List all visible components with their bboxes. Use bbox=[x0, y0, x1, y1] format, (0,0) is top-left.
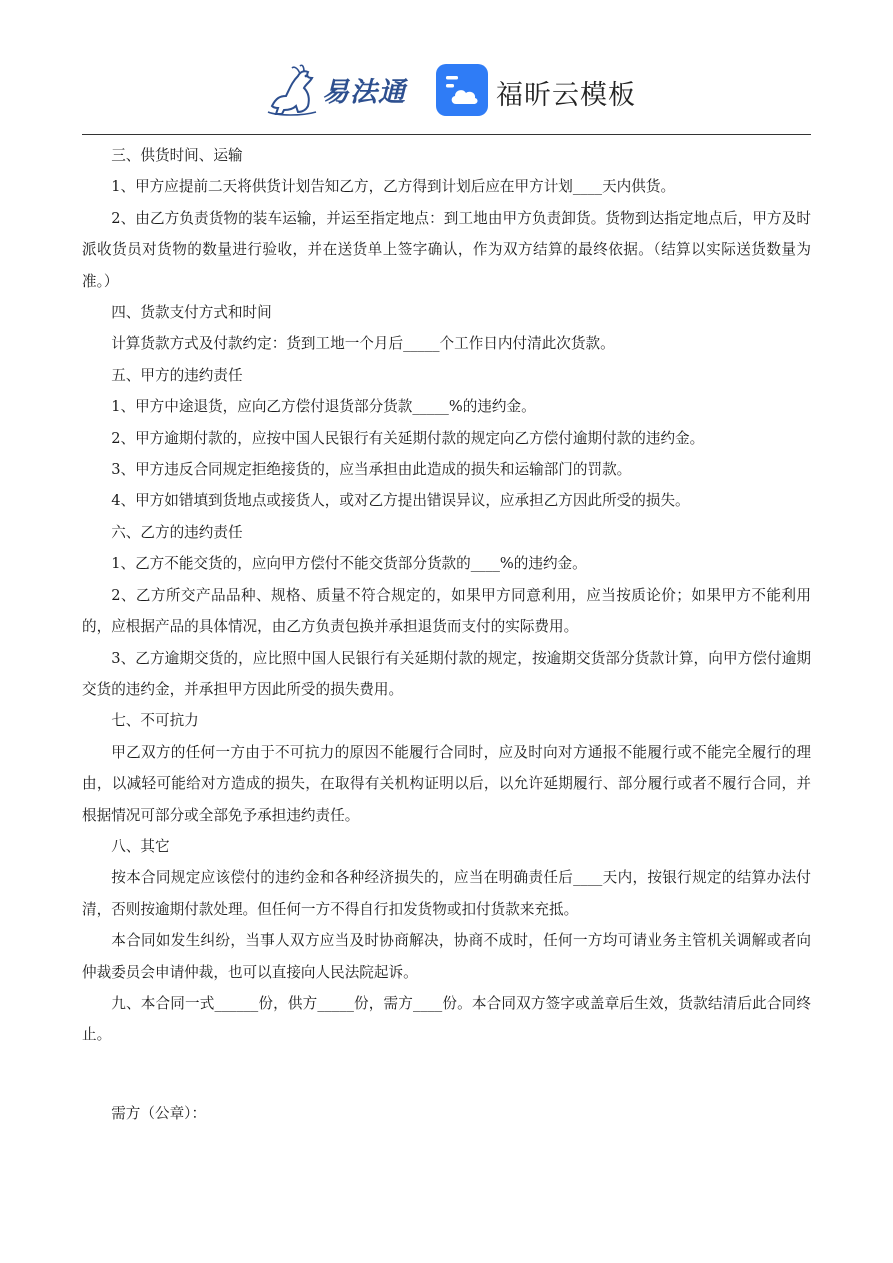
section-heading-payment: 四、货款支付方式和时间 bbox=[111, 304, 272, 322]
fuxin-cloud-template-text: 福昕云模板 bbox=[496, 80, 636, 111]
clause-paragraph: 2、乙方所交产品品种、规格、质量不符合规定的，如果甲方同意利用，应当按质论价；如果甲方不能利用的，应根据产品的具体情况，由乙方负责包换并承担退货而支付的实际费用。 bbox=[82, 586, 811, 636]
contract-body bbox=[82, 140, 811, 1129]
yifatong-logo-text: 易法通 bbox=[322, 77, 406, 108]
clause-paragraph: 按本合同规定应该偿付的违约金和各种经济损失的，应当在明确责任后____天内，按银行规定的结算办法付清，否则按逾期付款处理。但任何一方不得自行扣发货物或扣付货款来充抵。 bbox=[82, 869, 811, 918]
horse-logo-icon bbox=[262, 62, 322, 118]
cloud-document-icon bbox=[436, 64, 488, 116]
clause-paragraph: 1、甲方应提前二天将供货计划告知乙方，乙方得到计划后应在甲方计划____天内供货。 bbox=[111, 178, 676, 196]
clause-paragraph: 计算货款方式及付款约定：货到工地一个月后_____个工作日内付清此次货款。 bbox=[111, 335, 615, 353]
clause-paragraph: 1、乙方不能交货的，应向甲方偿付不能交货部分货款的____%的违约金。 bbox=[111, 555, 587, 573]
clause-paragraph: 4、甲方如错填到货地点或接货人，或对乙方提出错误异议，应承担乙方因此所受的损失。 bbox=[111, 492, 690, 510]
header-divider bbox=[82, 134, 811, 135]
clause-paragraph: 本合同如发生纠纷，当事人双方应当及时协商解决，协商不成时，任何一方均可请业务主管机关调解或者向仲裁委员会申请仲裁，也可以直接向人民法院起诉。 bbox=[82, 932, 811, 981]
clause-paragraph: 九、本合同一式______份，供方_____份，需方____份。本合同双方签字或盖章后生效，货款结清后此合同终止。 bbox=[82, 994, 811, 1044]
section-heading-force-majeure: 七、不可抗力 bbox=[111, 712, 199, 730]
blank-spacer bbox=[82, 1051, 811, 1098]
section-heading-supply-time: 三、供货时间、运输 bbox=[111, 147, 243, 164]
buyer-seal-label: 需方（公章）： bbox=[111, 1104, 207, 1122]
clause-paragraph: 甲乙双方的任何一方由于不可抗力的原因不能履行合同时，应及时向对方通报不能履行或不能完全履行的理由，以减轻可能给对方造成的损失，在取得有关机构证明以后，以允许延期履行、部分履行或者不履行合同，并根据情况可部分或全部免予承担违约责任。 bbox=[82, 743, 811, 824]
clause-paragraph: 3、甲方违反合同规定拒绝接货的，应当承担由此造成的损失和运输部门的罚款。 bbox=[111, 461, 632, 479]
clause-paragraph: 2、由乙方负责货物的装车运输，并运至指定地点：到工地由甲方负责卸货。货物到达指定地点后，甲方及时派收货员对货物的数量进行验收，并在送货单上签字确认，作为双方结算的最终依据。（结算以实际送货数量为准。） bbox=[82, 209, 811, 290]
fuxin-cloud-template-logo bbox=[436, 64, 636, 116]
clause-paragraph: 1、甲方中途退货，应向乙方偿付退货部分货款_____%的违约金。 bbox=[111, 398, 536, 416]
clause-paragraph: 3、乙方逾期交货的，应比照中国人民银行有关延期付款的规定，按逾期交货部分货款计算，向甲方偿付逾期交货的违约金，并承担甲方因此所受的损失费用。 bbox=[82, 649, 811, 698]
yifatong-logo bbox=[262, 62, 412, 118]
section-heading-other: 八、其它 bbox=[111, 837, 170, 855]
section-heading-party-b-liability: 六、乙方的违约责任 bbox=[111, 523, 243, 541]
section-heading-party-a-liability: 五、甲方的违约责任 bbox=[111, 366, 243, 384]
clause-paragraph: 2、甲方逾期付款的，应按中国人民银行有关延期付款的规定向乙方偿付逾期付款的违约金。 bbox=[111, 429, 705, 447]
document-header bbox=[0, 0, 893, 136]
